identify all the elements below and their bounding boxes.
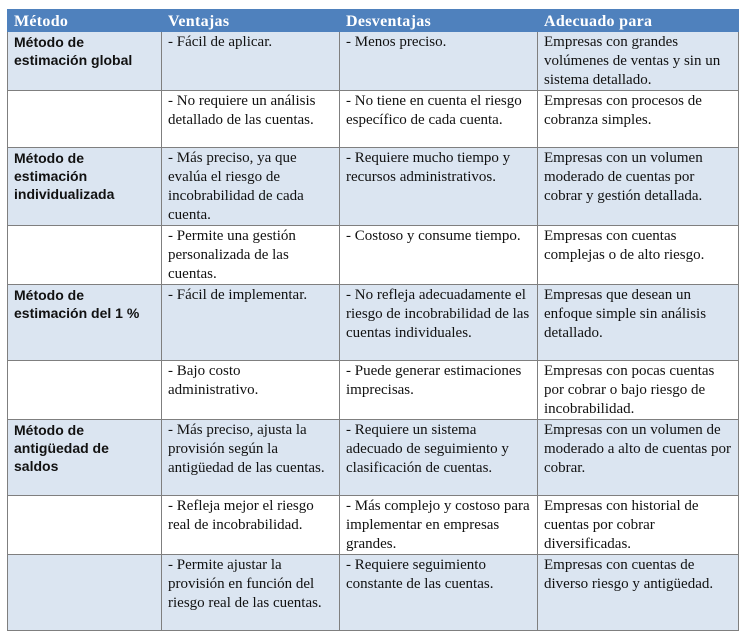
ventaja-cell: - Más preciso, ya que evalúa el riesgo de incobrabilidad de cada cuenta. bbox=[162, 148, 340, 226]
ventaja-cell: - Fácil de implementar. bbox=[162, 285, 340, 361]
ventaja-cell: - No requiere un análisis detallado de las cuentas. bbox=[162, 91, 340, 148]
adecuado-cell: Empresas con cuentas complejas o de alto riesgo. bbox=[538, 226, 739, 285]
adecuado-cell: Empresas con un volumen moderado de cuentas por cobrar y gestión detallada. bbox=[538, 148, 739, 226]
desventaja-cell: - No refleja adecuadamente el riesgo de incobrabilidad de las cuentas individuales. bbox=[340, 285, 538, 361]
adecuado-cell: Empresas con historial de cuentas por cobrar diversificadas. bbox=[538, 496, 739, 555]
desventaja-cell: - Menos preciso. bbox=[340, 32, 538, 91]
adecuado-cell: Empresas con grandes volúmenes de ventas y sin un sistema detallado. bbox=[538, 32, 739, 91]
desventaja-cell: - Requiere seguimiento constante de las cuentas. bbox=[340, 555, 538, 631]
desventaja-cell: - No tiene en cuenta el riesgo específico de cada cuenta. bbox=[340, 91, 538, 148]
header-ventajas: Ventajas bbox=[162, 10, 340, 32]
ventaja-cell: - Refleja mejor el riesgo real de incobrabilidad. bbox=[162, 496, 340, 555]
table-row bbox=[8, 226, 739, 285]
desventaja-cell: - Más complejo y costoso para implementar en empresas grandes. bbox=[340, 496, 538, 555]
method-cell bbox=[8, 555, 162, 631]
table-row bbox=[8, 496, 739, 555]
method-cell bbox=[8, 226, 162, 285]
table-row bbox=[8, 420, 739, 496]
table-row bbox=[8, 555, 739, 631]
ventaja-cell: - Bajo costo administrativo. bbox=[162, 361, 340, 420]
adecuado-cell: Empresas con pocas cuentas por cobrar o bajo riesgo de incobrabilidad. bbox=[538, 361, 739, 420]
comparison-table bbox=[7, 9, 739, 631]
ventaja-cell: - Permite ajustar la provisión en función del riesgo real de las cuentas. bbox=[162, 555, 340, 631]
table-row bbox=[8, 361, 739, 420]
method-cell bbox=[8, 361, 162, 420]
method-cell bbox=[8, 91, 162, 148]
method-cell: Método de estimación global bbox=[8, 32, 162, 91]
header-metodo: Método bbox=[8, 10, 162, 32]
adecuado-cell: Empresas con un volumen de moderado a alto de cuentas por cobrar. bbox=[538, 420, 739, 496]
table-row bbox=[8, 91, 739, 148]
desventaja-cell: - Costoso y consume tiempo. bbox=[340, 226, 538, 285]
method-cell: Método de antigüedad de saldos bbox=[8, 420, 162, 496]
header-desventajas: Desventajas bbox=[340, 10, 538, 32]
method-cell: Método de estimación del 1 % bbox=[8, 285, 162, 361]
table-row bbox=[8, 148, 739, 226]
desventaja-cell: - Puede generar estimaciones imprecisas. bbox=[340, 361, 538, 420]
desventaja-cell: - Requiere un sistema adecuado de seguimiento y clasificación de cuentas. bbox=[340, 420, 538, 496]
header-row bbox=[8, 10, 739, 32]
adecuado-cell: Empresas que desean un enfoque simple sin análisis detallado. bbox=[538, 285, 739, 361]
ventaja-cell: - Permite una gestión personalizada de las cuentas. bbox=[162, 226, 340, 285]
table-row bbox=[8, 32, 739, 91]
method-cell: Método de estimación individualizada bbox=[8, 148, 162, 226]
method-cell bbox=[8, 496, 162, 555]
desventaja-cell: - Requiere mucho tiempo y recursos administrativos. bbox=[340, 148, 538, 226]
ventaja-cell: - Más preciso, ajusta la provisión según la antigüedad de las cuentas. bbox=[162, 420, 340, 496]
table-row bbox=[8, 285, 739, 361]
ventaja-cell: - Fácil de aplicar. bbox=[162, 32, 340, 91]
header-adecuado: Adecuado para bbox=[538, 10, 739, 32]
adecuado-cell: Empresas con cuentas de diverso riesgo y antigüedad. bbox=[538, 555, 739, 631]
adecuado-cell: Empresas con procesos de cobranza simples. bbox=[538, 91, 739, 148]
